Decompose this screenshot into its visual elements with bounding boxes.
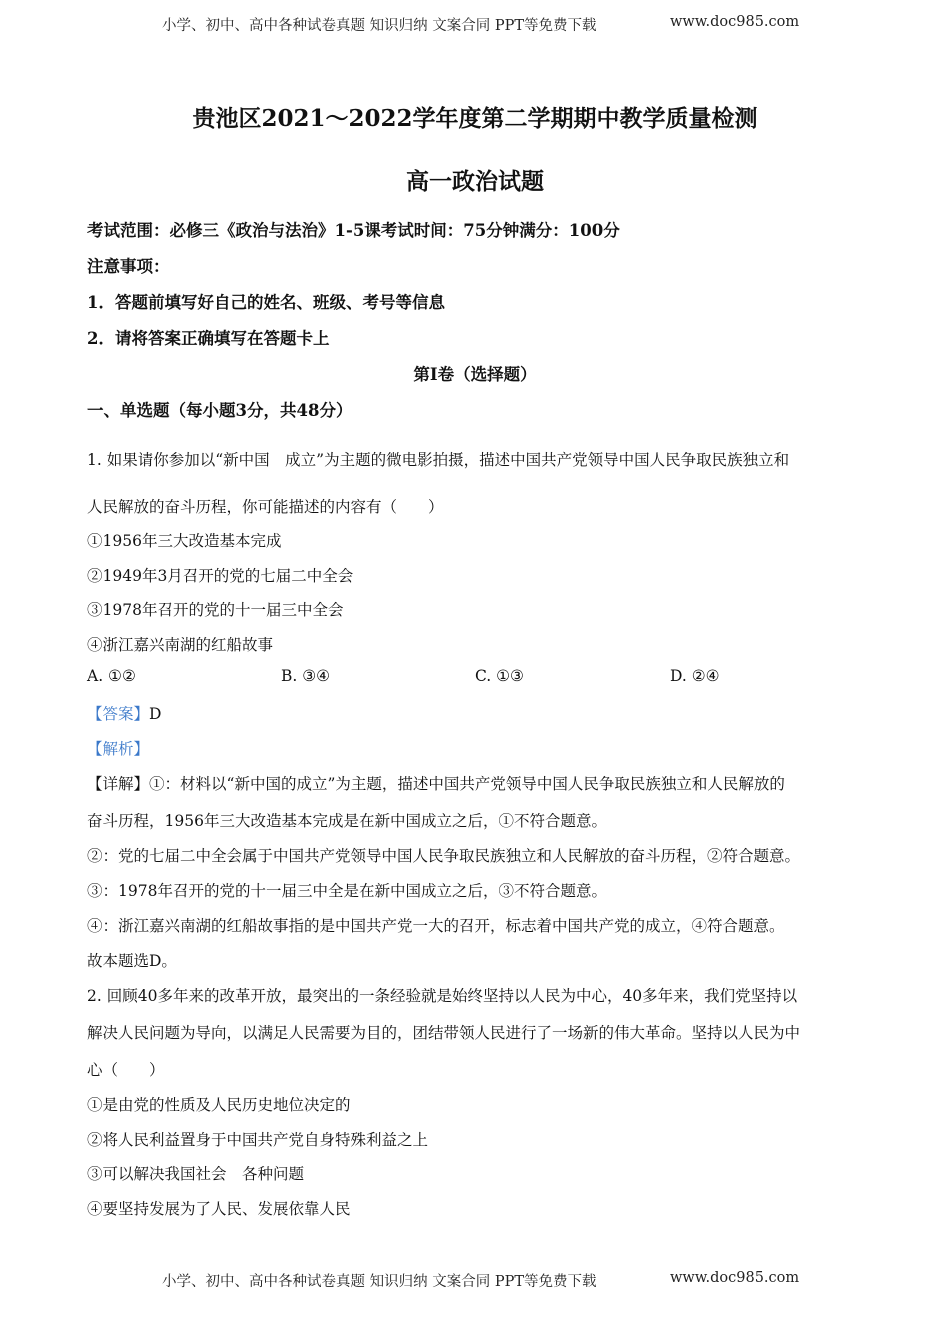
note-item: 2．请将答案正确填写在答题卡上: [87, 329, 330, 348]
q1-detail-line: ②：党的七届二中全会属于中国共产党领导中国人民争取民族独立和人民解放的奋斗历程，②符合题意。: [87, 847, 801, 865]
q1-answer: [87, 702, 161, 724]
page-footer-text: 小学、初中、高中各种试卷真题 知识归纳 文案合同 PPT等免费下载: [162, 1274, 597, 1290]
part-title: 一、单选题（每小题3分，共48分）: [87, 401, 353, 420]
q1-stem-line: 人民解放的奋斗历程，你可能描述的内容有（ ）: [87, 498, 444, 516]
q2-item: ②将人民利益置身于中国共产党自身特殊利益之上: [87, 1131, 429, 1149]
q1-option-c: C. ①③: [475, 667, 524, 685]
q1-option-b: B. ③④: [281, 667, 331, 685]
q1-detail-line: ④：浙江嘉兴南湖的红船故事指的是中国共产党一大的召开，标志着中国共产党的成立，④符合题意。: [87, 917, 785, 935]
page-header-url[interactable]: www.doc985.com: [670, 14, 800, 30]
q1-detail-line: ③：1978年召开的党的十一届三中全是在新中国成立之后，③不符合题意。: [87, 882, 607, 900]
note-item: 1．答题前填写好自己的姓名、班级、考号等信息: [87, 293, 445, 312]
detail-label: 【详解】: [87, 775, 150, 793]
q2-item: ①是由党的性质及人民历史地位决定的: [87, 1096, 351, 1114]
q2-item: ③可以解决我国社会 各种问题: [87, 1165, 305, 1183]
exam-info: 考试范围：必修三《政治与法治》1-5课考试时间：75分钟满分：100分: [87, 221, 620, 240]
q1-option-a: A. ①②: [87, 667, 136, 685]
q2-stem-line: 心（ ）: [87, 1061, 165, 1079]
q1-item: ③1978年召开的党的十一届三中全会: [87, 601, 344, 619]
q1-item: ②1949年3月召开的党的七届二中全会: [87, 567, 354, 585]
page-footer-url[interactable]: www.doc985.com: [670, 1270, 800, 1286]
answer-value: D: [149, 705, 162, 723]
page-header-text: 小学、初中、高中各种试卷真题 知识归纳 文案合同 PPT等免费下载: [162, 18, 597, 34]
q2-stem-line: 2. 回顾40多年来的改革开放，最突出的一条经验就是始终坚持以人民为中心，40多年来，我们党坚持以: [87, 987, 798, 1005]
document-title: 贵池区2021～2022学年度第二学期期中教学质量检测: [192, 105, 758, 132]
q1-item: ④浙江嘉兴南湖的红船故事: [87, 636, 274, 654]
q1-detail-line: [87, 772, 785, 794]
q1-stem-line: 1. 如果请你参加以“新中国 成立”为主题的微电影拍摄，描述中国共产党领导中国人民争取民族独立和: [87, 451, 790, 469]
section-title: 第I卷（选择题）: [413, 365, 537, 384]
q1-item: ①1956年三大改造基本完成: [87, 532, 282, 550]
q1-detail-line: 奋斗历程，1956年三大改造基本完成是在新中国成立之后，①不符合题意。: [87, 812, 607, 830]
document-subtitle: 高一政治试题: [406, 168, 544, 195]
q1-conclusion: 故本题选D。: [87, 952, 177, 970]
q1-option-d: D. ②④: [670, 667, 720, 685]
analysis-label: 【解析】: [87, 740, 150, 758]
notes-heading: 注意事项：: [87, 257, 170, 276]
q2-item: ④要坚持发展为了人民、发展依靠人民: [87, 1200, 351, 1218]
q2-stem-line: 解决人民问题为导向，以满足人民需要为目的，团结带领人民进行了一场新的伟大革命。坚持以人民为中: [87, 1024, 801, 1042]
detail-text: ①：材料以“新中国的成立”为主题，描述中国共产党领导中国人民争取民族独立和人民解放的: [149, 775, 785, 793]
answer-label: 【答案】: [87, 705, 150, 723]
